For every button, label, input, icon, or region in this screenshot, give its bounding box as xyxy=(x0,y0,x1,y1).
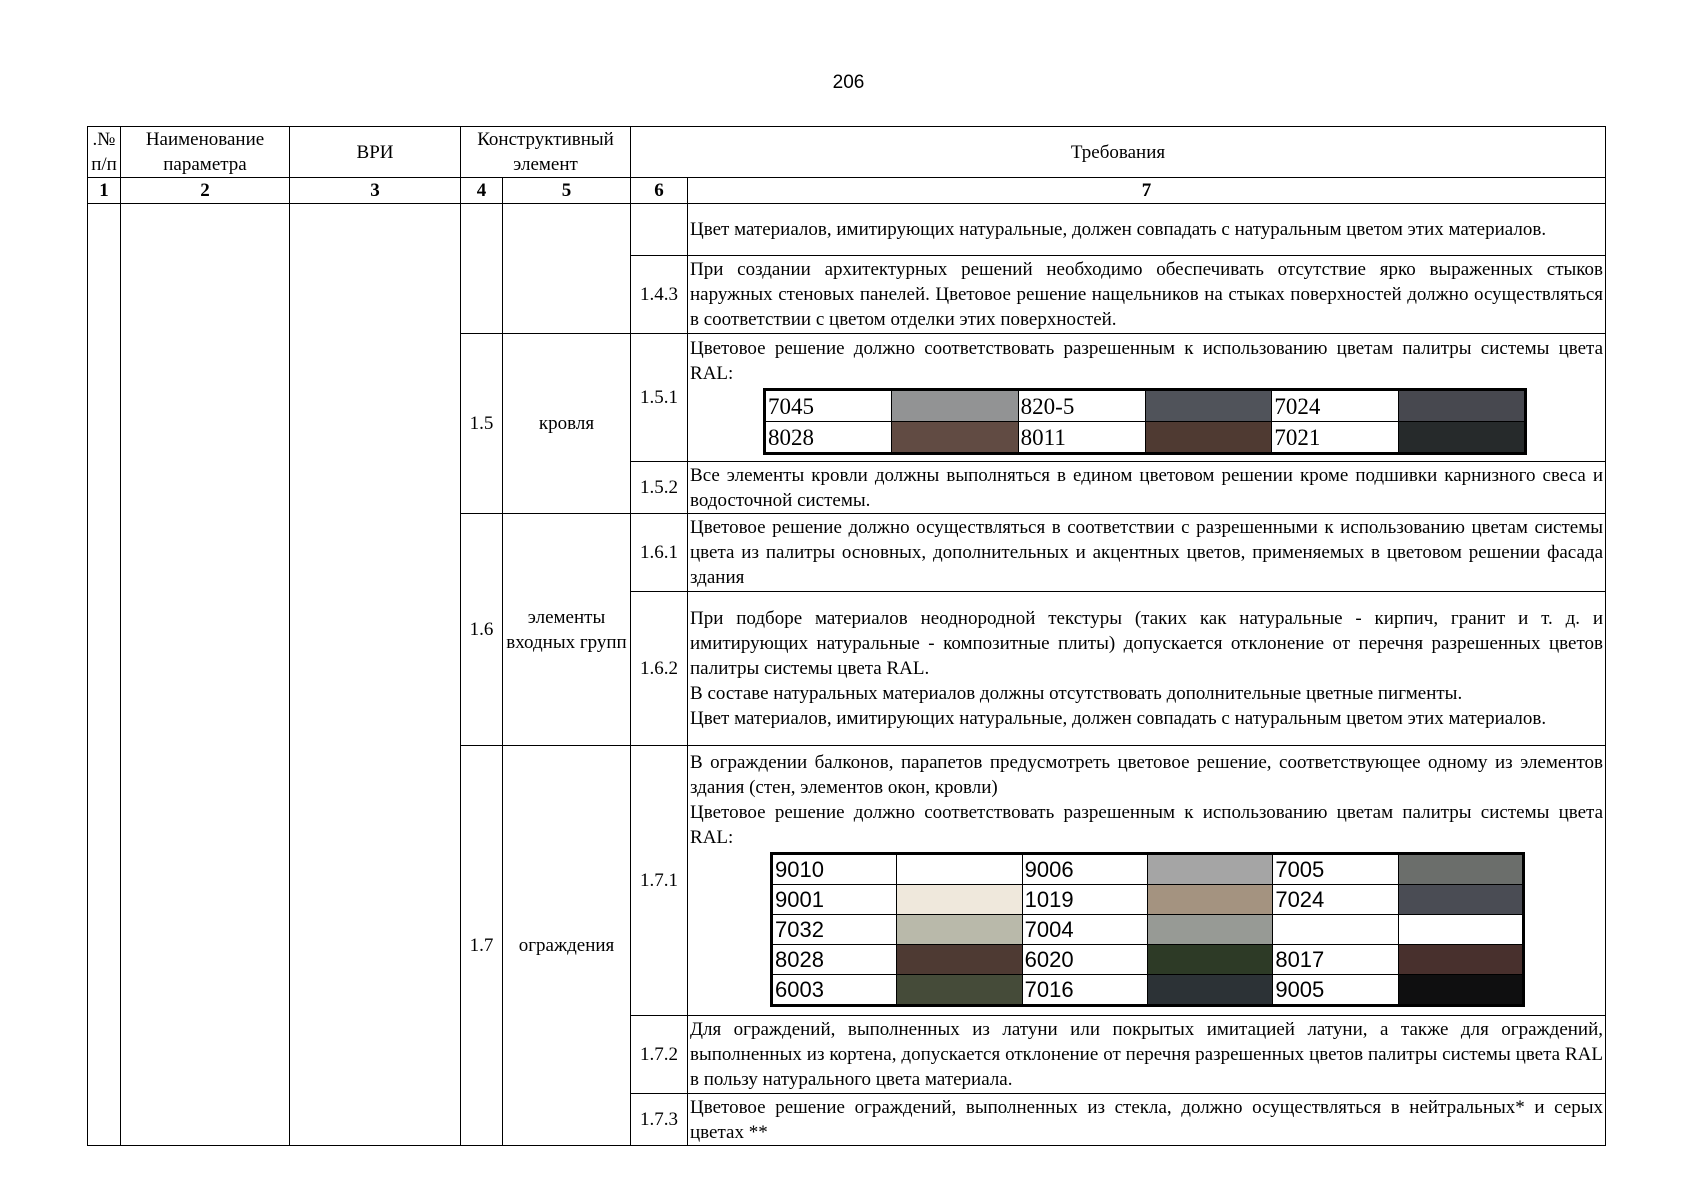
ral-code: 7024 xyxy=(1272,390,1399,422)
requirement-code: 1.6.1 xyxy=(631,514,688,592)
element-code: 1.6 xyxy=(461,514,503,746)
ral-code: 9001 xyxy=(772,885,897,915)
column-number: 3 xyxy=(290,178,461,204)
ral-code: 8017 xyxy=(1273,945,1398,975)
element-name: ограждения xyxy=(503,746,631,1146)
requirement-text xyxy=(688,592,1606,746)
color-swatch xyxy=(897,945,1022,975)
color-swatch xyxy=(1148,945,1273,975)
header-col-vri: ВРИ xyxy=(290,127,461,178)
requirement-code: 1.7.1 xyxy=(631,746,688,1016)
column-number: 2 xyxy=(121,178,290,204)
element-code: 1.7 xyxy=(461,746,503,1146)
requirement-text: Все элементы кровли должны выполняться в едином цветовом решении кроме подшивки карнизного свеса и водосточной системы. xyxy=(688,462,1606,514)
ral-code: 1019 xyxy=(1022,885,1147,915)
color-swatch xyxy=(1398,885,1523,915)
requirement-text: При создании архитектурных решений необходимо обеспечивать отсутствие ярко выраженных стыков наружных стеновых панелей. Цветовое решение нащельников на стыках поверхностей должно осуществляться в соответствии с цветом отделки этих поверхностей. xyxy=(688,256,1606,334)
ral-code: 7032 xyxy=(772,915,897,945)
requirement-code: 1.7.3 xyxy=(631,1094,688,1146)
color-swatch xyxy=(1398,915,1523,945)
ral-code: 6003 xyxy=(772,975,897,1006)
color-swatch xyxy=(897,854,1022,885)
ral-code: 9006 xyxy=(1022,854,1147,885)
ral-code: 7024 xyxy=(1273,885,1398,915)
requirement-code: 1.6.2 xyxy=(631,592,688,746)
color-swatch xyxy=(1398,975,1523,1006)
requirements-table xyxy=(87,126,1606,1146)
palette-row xyxy=(765,390,1526,422)
requirement-code: 1.7.2 xyxy=(631,1016,688,1094)
color-swatch xyxy=(891,422,1018,454)
ral-code: 6020 xyxy=(1022,945,1147,975)
ral-code: 8028 xyxy=(772,945,897,975)
ral-code: 820-5 xyxy=(1018,390,1145,422)
ral-code: 7021 xyxy=(1272,422,1399,454)
color-swatch xyxy=(1398,945,1523,975)
requirement-text: Цветовое решение ограждений, выполненных из стекла, должно осуществляться в нейтральных* и серых цветах ** xyxy=(688,1094,1606,1146)
requirement-text xyxy=(688,334,1606,462)
color-swatch xyxy=(897,885,1022,915)
palette-row xyxy=(772,945,1524,975)
ral-palette-fence xyxy=(770,852,1525,1007)
requirement-paragraph: Цветовое решение должно соответствовать разрешенным к использованию цветам палитры системы цвета RAL: xyxy=(690,802,1604,848)
empty-cell xyxy=(88,204,121,1146)
requirement-code: 1.5.2 xyxy=(631,462,688,514)
ral-code: 7004 xyxy=(1022,915,1147,945)
column-number: 5 xyxy=(503,178,631,204)
header-col-parameter: Наименование параметра xyxy=(121,127,290,178)
color-swatch xyxy=(897,975,1022,1006)
ral-code: 7045 xyxy=(765,390,892,422)
palette-row xyxy=(772,885,1524,915)
element-name: кровля xyxy=(503,334,631,514)
column-number-row xyxy=(88,178,1606,204)
color-swatch xyxy=(1148,915,1273,945)
column-number: 1 xyxy=(88,178,121,204)
requirement-code xyxy=(631,204,688,256)
requirement-paragraph: В составе натуральных материалов должны отсутствовать дополнительные цветные пигменты. xyxy=(690,683,1463,704)
header-row xyxy=(88,127,1606,178)
column-number: 6 xyxy=(631,178,688,204)
header-col-requirements: Требования xyxy=(631,127,1606,178)
requirement-code: 1.5.1 xyxy=(631,334,688,462)
color-swatch xyxy=(1145,390,1272,422)
table-row xyxy=(88,204,1606,256)
palette-row xyxy=(772,975,1524,1006)
ral-palette-roof xyxy=(763,388,1527,455)
requirement-text: Цвет материалов, имитирующих натуральные, должен совпадать с натуральным цветом этих материалов. xyxy=(688,204,1606,256)
requirement-text xyxy=(688,746,1606,1016)
column-number: 4 xyxy=(461,178,503,204)
element-name: элементы входных групп xyxy=(503,514,631,746)
header-col-number: .№ п/п xyxy=(88,127,121,178)
ral-code: 7016 xyxy=(1022,975,1147,1006)
color-swatch xyxy=(1399,422,1526,454)
requirement-paragraph: При подборе материалов неоднородной текстуры (таких как натуральные - кирпич, гранит и т. д. и имитирующих натуральные - композитные плиты) допускается отклонение от перечня разрешенных цветов палитры системы цвета RAL. xyxy=(690,608,1604,679)
requirement-text: Цветовое решение должно осуществляться в соответствии с разрешенными к использованию цветам системы цвета из палитры основных, дополнительных и акцентных цветов, применяемых в цветовом решении фасада здания xyxy=(688,514,1606,592)
requirement-paragraph: В ограждении балконов, парапетов предусмотреть цветовое решение, соответствующее одному из элементов здания (стен, элементов окон, кровли) xyxy=(690,752,1604,798)
requirement-text: Для ограждений, выполненных из латуни или покрытых имитацией латуни, а также для ограждений, выполненных из кортена, допускается отклонение от перечня разрешенных цветов палитры системы цвета RAL в пользу натурального цвета материала. xyxy=(688,1016,1606,1094)
ral-code: 9005 xyxy=(1273,975,1398,1006)
color-swatch xyxy=(897,915,1022,945)
column-number: 7 xyxy=(688,178,1606,204)
requirement-code: 1.4.3 xyxy=(631,256,688,334)
empty-cell xyxy=(121,204,290,1146)
color-swatch xyxy=(1148,975,1273,1006)
empty-cell xyxy=(503,204,631,334)
element-code: 1.5 xyxy=(461,334,503,514)
ral-code: 9010 xyxy=(772,854,897,885)
requirement-paragraph: Цветовое решение должно соответствовать разрешенным к использованию цветам палитры системы цвета RAL: xyxy=(690,338,1604,384)
palette-row xyxy=(765,422,1526,454)
empty-cell xyxy=(290,204,461,1146)
color-swatch xyxy=(1148,854,1273,885)
color-swatch xyxy=(891,390,1018,422)
ral-code: 7005 xyxy=(1273,854,1398,885)
color-swatch xyxy=(1398,854,1523,885)
color-swatch xyxy=(1148,885,1273,915)
color-swatch xyxy=(1399,390,1526,422)
ral-code xyxy=(1273,915,1398,945)
header-col-element: Конструктивный элемент xyxy=(461,127,631,178)
color-swatch xyxy=(1145,422,1272,454)
empty-cell xyxy=(461,204,503,334)
palette-row xyxy=(772,854,1524,885)
requirement-paragraph: Цвет материалов, имитирующих натуральные, должен совпадать с натуральным цветом этих материалов. xyxy=(690,708,1547,729)
page-number: 206 xyxy=(832,72,865,93)
ral-code: 8028 xyxy=(765,422,892,454)
palette-row xyxy=(772,915,1524,945)
ral-code: 8011 xyxy=(1018,422,1145,454)
